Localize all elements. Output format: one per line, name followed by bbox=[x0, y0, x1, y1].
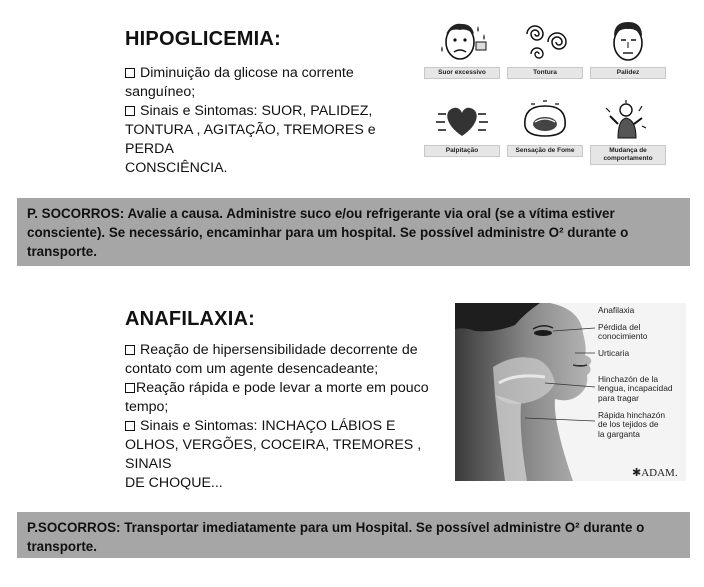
label-hinchazon-lengua bbox=[598, 375, 673, 403]
bullet-text: DE CHOQUE... bbox=[125, 475, 223, 491]
bullet-text: contato com um agente desencadeante; bbox=[125, 361, 379, 377]
anafilaxia-bullets bbox=[125, 341, 445, 493]
icon-label-line: Mudança de bbox=[609, 147, 647, 154]
checkbox-icon bbox=[125, 421, 135, 431]
icon-cell-suor bbox=[424, 16, 500, 79]
bullet-text: Reação rápida e pode levar a morte em pouco bbox=[136, 380, 429, 396]
checkbox-icon bbox=[125, 68, 135, 78]
checkbox-icon bbox=[125, 383, 135, 393]
label-line: para tragar bbox=[598, 392, 639, 403]
label-perdida-conocimiento bbox=[598, 323, 647, 342]
icon-cell-fome bbox=[507, 98, 583, 157]
label-line: Hinchazón de la bbox=[598, 374, 659, 384]
hipoglicemia-bullets bbox=[125, 64, 425, 178]
hipoglicemia-bullet-1 bbox=[125, 64, 425, 102]
hipoglicemia-title: HIPOGLICEMIA: bbox=[125, 28, 281, 50]
sweating-face-icon bbox=[432, 16, 492, 64]
bullet-text: Reação de hipersensibilidade decorrente de bbox=[140, 342, 418, 358]
anafilaxia-title: ANAFILAXIA: bbox=[125, 308, 255, 330]
anafilaxia-bullet-3 bbox=[125, 417, 445, 493]
image-credit bbox=[632, 466, 678, 479]
label-line: lengua, incapacidad bbox=[598, 383, 673, 394]
label-line: conocimiento bbox=[598, 331, 648, 342]
credit-text: ADAM. bbox=[641, 467, 678, 479]
checkbox-icon bbox=[125, 106, 135, 116]
label-hinchazon-garganta bbox=[598, 411, 665, 439]
icon-label bbox=[590, 145, 666, 165]
bullet-text: TONTURA , AGITAÇÃO, TREMORES e PERDA bbox=[125, 122, 376, 157]
icon-label: Palpitação bbox=[424, 145, 500, 157]
label-line: la garganta bbox=[598, 428, 640, 439]
dizziness-swirl-icon bbox=[515, 16, 575, 64]
icon-cell-tontura bbox=[507, 16, 583, 79]
bullet-text: tempo; bbox=[125, 399, 169, 415]
anafilaxia-bullet-1 bbox=[125, 341, 445, 379]
icon-label-line: comportamento bbox=[603, 155, 653, 162]
bullet-text: OLHOS, VERGÕES, COCEIRA, TREMORES , SINAIS bbox=[125, 437, 422, 472]
adam-star-icon: ✱ bbox=[632, 467, 642, 479]
anafilaxia-first-aid-banner: P.SOCORROS: Transportar imediatamente para um Hospital. Se possível administre O² durante o transporte. bbox=[17, 512, 690, 558]
icon-cell-palpitacao bbox=[424, 98, 500, 157]
icon-label: Suor excessivo bbox=[424, 67, 500, 79]
label-line: Rápida hinchazón bbox=[598, 410, 666, 420]
anafilaxia-bullet-2 bbox=[125, 379, 445, 417]
heart-palpitation-icon bbox=[430, 98, 494, 142]
icon-cell-comportamento bbox=[590, 98, 666, 165]
hipoglicemia-bullet-2 bbox=[125, 102, 425, 178]
bullet-text: Sinais e Sintomas: SUOR, PALIDEZ, bbox=[140, 103, 373, 119]
checkbox-icon bbox=[125, 345, 135, 355]
label-anafilaxia: Anafilaxia bbox=[598, 305, 635, 315]
hungry-stomach-icon bbox=[513, 98, 577, 142]
icon-label: Sensação de Fome bbox=[507, 145, 583, 157]
label-urticaria: Urticaria bbox=[598, 348, 630, 358]
icon-cell-palidez bbox=[590, 16, 666, 79]
pale-face-icon bbox=[598, 16, 658, 64]
hipoglicemia-first-aid-banner: P. SOCORROS: Avalie a causa. Administre suco e/ou refrigerante via oral (se a vítima estiver consciente). Se necessário, encaminhar para um hospital. Se possível administre O² durante o transporte. bbox=[17, 198, 690, 266]
bullet-text: Diminuição da glicose na corrente sanguíneo; bbox=[125, 65, 354, 100]
label-line: Pérdida del bbox=[598, 322, 641, 332]
icon-label: Tontura bbox=[507, 67, 583, 79]
behavior-change-icon bbox=[596, 98, 660, 142]
bullet-text: CONSCIÊNCIA. bbox=[125, 160, 228, 176]
icon-label: Palidez bbox=[590, 67, 666, 79]
bullet-text: Sinais e Sintomas: INCHAÇO LÁBIOS E bbox=[140, 418, 396, 434]
label-line: de los tejidos de bbox=[598, 419, 659, 430]
